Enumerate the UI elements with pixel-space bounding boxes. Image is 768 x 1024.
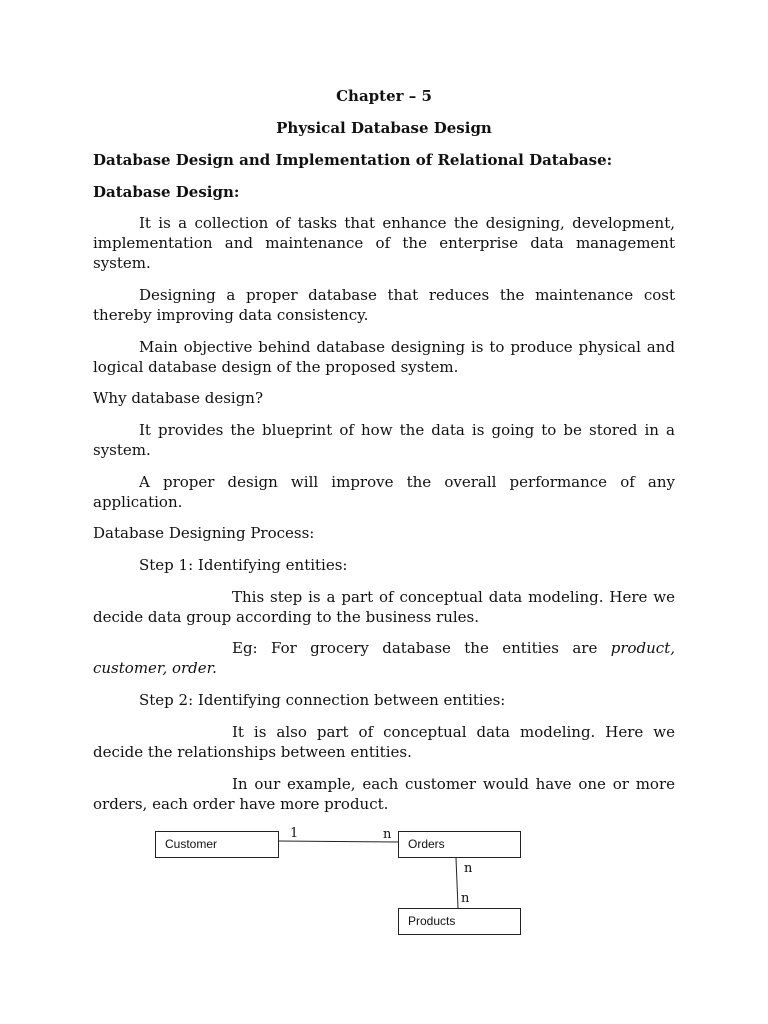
paragraph-performance: A proper design will improve the overall performance of any application. [93,473,675,511]
entity-orders: Orders [398,831,521,858]
step1-text: This step is a part of conceptual data modeling. Here we decide data group according to the business rules. [93,588,675,626]
cardinality-products-side: n [461,891,470,906]
connector-customer-orders [278,841,398,842]
step2-heading: Step 2: Identifying connection between entities: [139,691,506,709]
step2-text: It is also part of conceptual data modeling. Here we decide the relationships between entities. [93,723,675,761]
paragraph-definition: It is a collection of tasks that enhance the designing, development, implementation and maintenance of the enterprise data management system. [93,214,675,272]
why-heading: Why database design? [93,389,264,407]
entity-customer: Customer [155,831,279,858]
process-heading: Database Designing Process: [93,524,315,542]
example-entities-prefix: Eg: For grocery database the entities are [232,639,611,657]
step1-heading: Step 1: Identifying entities: [139,556,348,574]
connector-orders-products [456,858,458,908]
cardinality-customer-side: 1 [290,826,299,841]
example-entities-list: product, customer, order. [93,639,675,677]
section-heading: Database Design and Implementation of Relational Database: [93,151,613,169]
paragraph-blueprint: It provides the blueprint of how the data is going to be stored in a system. [93,421,675,459]
cardinality-orders-side: n [383,827,392,842]
paragraph-maintenance: Designing a proper database that reduces the maintenance cost thereby improving data consistency. [93,286,675,324]
example-relationships-text: In our example, each customer would have one or more orders, each order have more product. [93,775,675,813]
chapter-heading: Chapter – 5 [336,87,432,105]
cardinality-orders-to-products: n [464,861,473,876]
entity-products: Products [398,908,521,935]
page-title: Physical Database Design [276,119,492,137]
subsection-heading: Database Design: [93,183,240,201]
paragraph-objective: Main objective behind database designing is to produce physical and logical database design of the proposed system. [93,338,675,376]
